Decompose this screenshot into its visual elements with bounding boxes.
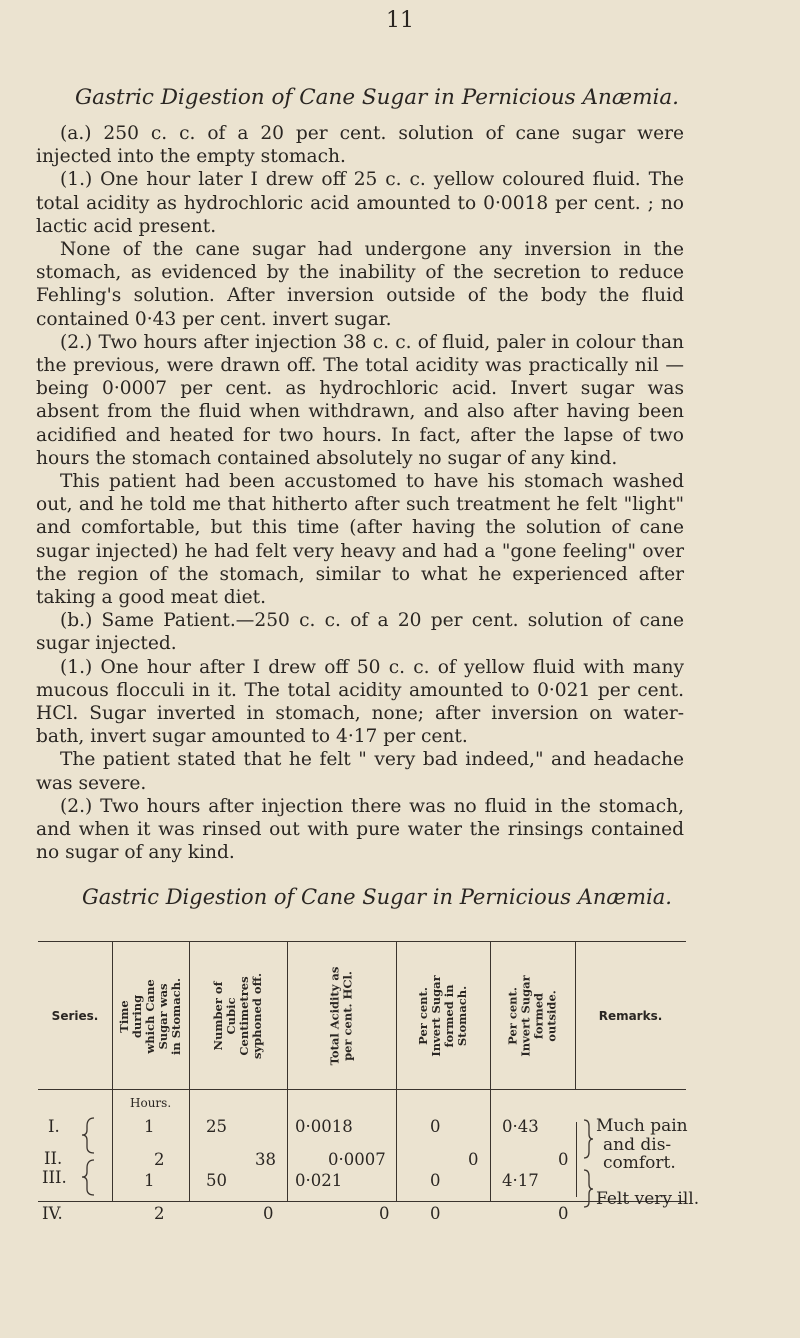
- cell-time: 2: [154, 1150, 165, 1169]
- cell-invert-in: 0: [430, 1171, 441, 1190]
- cell-volume: 25: [206, 1117, 227, 1136]
- unit-hours: Hours.: [130, 1096, 172, 1110]
- cell-volume: 50: [206, 1171, 227, 1190]
- results-table: [38, 941, 700, 1223]
- paragraph: (b.) Same Patient.—250 c. c. of a 20 per cent. solution of cane sugar injected.: [36, 610, 684, 655]
- header-series: Series.: [51, 1008, 99, 1023]
- paragraph: The patient stated that he felt " very bad indeed," and headache was severe.: [36, 749, 684, 794]
- body-text: [36, 122, 684, 865]
- cell-acidity: 0·0018: [295, 1117, 353, 1136]
- header-invert-in: Per cent. Invert Sugar formed in Stomach.: [416, 975, 469, 1057]
- cell-volume: 0: [263, 1204, 274, 1223]
- remark-text: Much pain: [596, 1116, 688, 1136]
- header-volume: Number of Cubic Centimetres syphoned off.: [211, 972, 264, 1060]
- cell-acidity: 0·021: [295, 1171, 343, 1190]
- series-label: I.: [48, 1117, 60, 1136]
- cell-invert-in: 0: [430, 1204, 441, 1223]
- cell-acidity: 0·0007: [328, 1150, 386, 1169]
- cell-invert-out: 0·43: [502, 1117, 539, 1136]
- table-title: Gastric Digestion of Cane Sugar in Pernicious Anæmia.: [82, 885, 672, 909]
- paragraph: (2.) Two hours after injection 38 c. c. of fluid, paler in colour than the previous, were drawn off. The total acidity was practically nil —being 0·0007 per cent. as hydrochloric acid. Invert sugar was absent from the fluid when withdrawn, and also after having been acidified and heated for two hours. In fact, after the lapse of two hours the stomach contained absolutely no sugar of any kind.: [36, 331, 684, 469]
- header-rule: [38, 1089, 686, 1090]
- column-divider: [576, 1122, 577, 1197]
- remark-text: Felt very ill.: [596, 1189, 700, 1209]
- paragraph: None of the cane sugar had undergone any inversion in the stomach, as evidenced by the inability of the secretion to reduce Fehling's solution. After inversion outside of the body the fluid contained 0·43 per cent. invert sugar.: [36, 239, 684, 330]
- paragraph: (a.) 250 c. c. of a 20 per cent. solution of cane sugar were injected into the empty stomach.: [36, 123, 684, 168]
- cell-acidity: 0: [379, 1204, 390, 1223]
- remark-text: and dis-: [603, 1135, 672, 1155]
- header-time: Time during which Cane Sugar was in Stomach.: [117, 977, 183, 1055]
- cell-time: 2: [154, 1204, 165, 1223]
- cell-time: 1: [144, 1117, 155, 1136]
- paragraph: (2.) Two hours after injection there was no fluid in the stomach, and when it was rinsed out with pure water the rinsings contained no sugar of any kind.: [36, 795, 684, 864]
- series-label: II.: [44, 1149, 63, 1168]
- cell-time: 1: [144, 1171, 155, 1190]
- brace-icon: [581, 1118, 595, 1208]
- header-acidity: Total Acidity as per cent. HCl.: [327, 966, 355, 1066]
- brace-icon: [80, 1116, 100, 1198]
- cell-invert-in: 0: [430, 1117, 441, 1136]
- remark-text: comfort.: [603, 1153, 676, 1173]
- header-remarks: Remarks.: [598, 1008, 663, 1023]
- page-number: 11: [386, 8, 414, 33]
- cell-invert-out: 0: [558, 1204, 569, 1223]
- paragraph: (1.) One hour after I drew off 50 c. c. of yellow fluid with many mucous flocculi in it. The total acidity amounted to 0·021 per cent. HCl. Sugar inverted in stomach, none; after inversion on water-bath, invert sugar amounted to 4·17 per cent.: [36, 656, 684, 748]
- series-label: III.: [42, 1168, 67, 1187]
- paragraph: This patient had been accustomed to have his stomach washed out, and he told me that hitherto after such treatment he felt "light" and comfortable, but this time (after having the solution of cane sugar injected) he had felt very heavy and had a "gone feeling" over the region of the stomach, similar to what he experienced after taking a good meat diet.: [36, 471, 684, 609]
- header-invert-out: Per cent. Invert Sugar formed outside.: [505, 975, 559, 1057]
- cell-invert-out: 4·17: [502, 1171, 539, 1190]
- cell-volume: 38: [255, 1150, 276, 1169]
- paragraph: (1.) One hour later I drew off 25 c. c. yellow coloured fluid. The total acidity as hydrochloric acid amounted to 0·0018 per cent. ; no lactic acid present.: [36, 169, 684, 237]
- series-label: IV.: [42, 1204, 63, 1223]
- cell-invert-in: 0: [468, 1150, 479, 1169]
- section-title: Gastric Digestion of Cane Sugar in Pernicious Anæmia.: [75, 85, 680, 110]
- cell-invert-out: 0: [558, 1150, 569, 1169]
